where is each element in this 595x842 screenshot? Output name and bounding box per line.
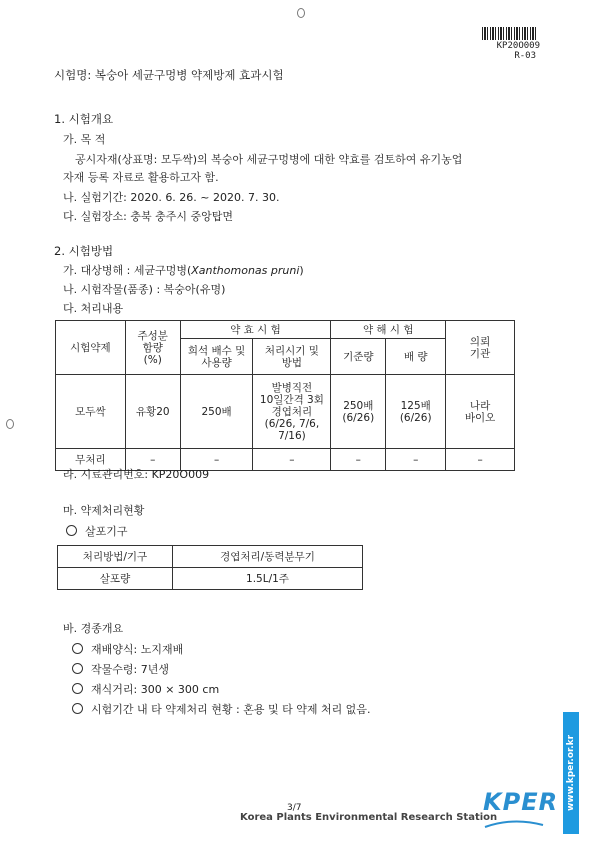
circle-bullet-icon <box>72 643 83 654</box>
list-item: 시험기간 내 타 약제처리 현황 : 혼용 및 타 약제 처리 없음. <box>72 701 370 717</box>
row2-timing: – <box>253 449 331 471</box>
sprayer-subheading: 살포기구 <box>66 523 128 539</box>
target-disease-suffix: ) <box>299 264 304 277</box>
purpose-line-1: 공시자재(상표명: 모두싹)의 복숭아 세균구멍병에 대한 약효를 검토하여 유기농업 <box>75 153 463 166</box>
pathogen-name: Xanthomonas pruni <box>191 264 300 277</box>
header-client: 의뢰 기관 <box>446 321 515 375</box>
sample-id: 라. 시료관리번호: KP20O009 <box>63 468 210 481</box>
organization-name: Korea Plants Environmental Research Station <box>240 812 498 823</box>
row2-content: – <box>125 449 180 471</box>
website-sidetab <box>563 712 579 834</box>
treatment-table <box>55 320 515 471</box>
section1-heading: 1. 시험개요 <box>54 112 114 126</box>
table-row <box>58 546 363 568</box>
header-efficacy: 약 효 시 험 <box>180 321 331 339</box>
test-crop: 나. 시험작물(품종) : 복숭아(유명) <box>63 283 226 296</box>
table-row <box>58 568 363 590</box>
row1-timing: 발병직전 10일간격 3회 경엽처리 (6/26, 7/6, 7/16) <box>253 375 331 449</box>
row1-double: 125배 (6/26) <box>386 375 446 449</box>
report-code: KP20O009 <box>496 41 540 51</box>
row2-dilution: – <box>180 449 253 471</box>
header-dilution: 희석 배수 및 사용량 <box>180 339 253 375</box>
list-item: 재배양식: 노지재배 <box>72 641 183 657</box>
spray-method-label: 처리방법/기구 <box>58 546 173 568</box>
row1-agent: 모두싹 <box>56 375 126 449</box>
kper-logo: KPER <box>483 788 559 816</box>
document-title: 시험명: 복숭아 세균구멍병 약제방제 효과시험 <box>54 68 284 82</box>
punch-hole-left <box>6 419 14 429</box>
header-timing: 처리시기 및 방법 <box>253 339 331 375</box>
row1-client: 나라 바이오 <box>446 375 515 449</box>
header-double: 배 량 <box>386 339 446 375</box>
header-standard: 기준량 <box>331 339 386 375</box>
experiment-location: 다. 실험장소: 충북 충주시 중앙탑면 <box>63 210 233 223</box>
experiment-period: 나. 실험기간: 2020. 6. 26. ~ 2020. 7. 30. <box>63 191 280 204</box>
punch-hole-top <box>297 8 305 18</box>
header-content: 주성분 함량 (%) <box>125 321 180 375</box>
spray-table <box>57 545 363 590</box>
row2-standard: – <box>331 449 386 471</box>
row1-standard: 250배 (6/26) <box>331 375 386 449</box>
barcode <box>482 27 538 40</box>
circle-bullet-icon <box>72 703 83 714</box>
target-disease-prefix: 가. 대상병해 : 세균구멍병( <box>63 264 192 277</box>
circle-bullet-icon <box>72 663 83 674</box>
purpose-line-2: 자재 등록 자료로 활용하고자 함. <box>63 171 219 184</box>
spray-amount-value: 1.5L/1주 <box>173 568 363 590</box>
row2-agent: 무처리 <box>56 449 126 471</box>
section2-heading: 2. 시험방법 <box>54 244 114 258</box>
purpose-label: 가. 목 적 <box>63 133 106 146</box>
list-item: 재식거리: 300 × 300 cm <box>72 681 219 697</box>
logo-swoosh-icon <box>483 819 545 829</box>
website-text: www.kper.or.kr <box>566 734 576 812</box>
treatment-heading: 다. 처리내용 <box>63 302 124 315</box>
row2-double: – <box>386 449 446 471</box>
row1-dilution: 250배 <box>180 375 253 449</box>
list-item: 작물수령: 7년생 <box>72 661 169 677</box>
spray-method-value: 경엽처리/동력분무기 <box>173 546 363 568</box>
row2-client: – <box>446 449 515 471</box>
cultivation-heading: 바. 경종개요 <box>63 622 124 635</box>
circle-bullet-icon <box>72 683 83 694</box>
table-row <box>56 375 515 449</box>
revision-code: R-03 <box>514 51 536 61</box>
target-disease <box>63 262 304 278</box>
circle-bullet-icon <box>66 525 77 536</box>
header-phytotoxicity: 약 해 시 험 <box>331 321 446 339</box>
treatment-status-heading: 마. 약제처리현황 <box>63 504 145 517</box>
row1-content: 유황20 <box>125 375 180 449</box>
page-number: 3/7 <box>287 803 302 813</box>
header-agent: 시험약제 <box>56 321 126 375</box>
spray-amount-label: 살포량 <box>58 568 173 590</box>
